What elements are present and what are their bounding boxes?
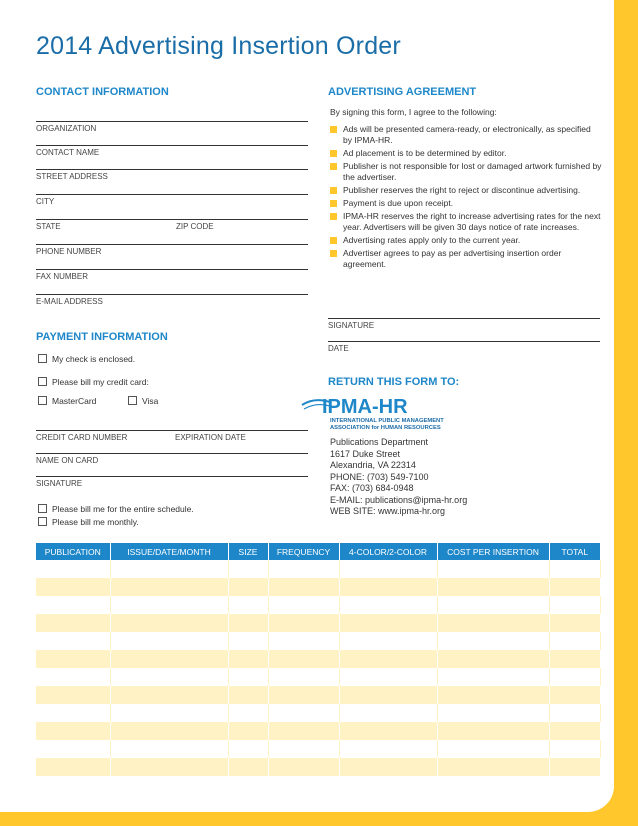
- table-cell[interactable]: [36, 668, 110, 686]
- table-cell[interactable]: [110, 614, 228, 632]
- email-address-label: E-MAIL ADDRESS: [36, 297, 103, 306]
- table-cell[interactable]: [339, 632, 437, 650]
- table-cell[interactable]: [339, 722, 437, 740]
- column-header-issue-date-month: ISSUE/DATE/MONTH: [110, 543, 228, 560]
- organization-field[interactable]: [36, 121, 308, 133]
- table-cell[interactable]: [110, 704, 228, 722]
- address-line[interactable]: E-MAIL: publications@ipma-hr.org: [330, 494, 468, 505]
- table-cell[interactable]: [36, 740, 110, 758]
- table-cell[interactable]: [228, 578, 268, 596]
- table-cell[interactable]: [36, 758, 110, 776]
- table-cell[interactable]: [110, 668, 228, 686]
- table-cell[interactable]: [339, 758, 437, 776]
- order-table-body: [36, 560, 600, 776]
- return-heading: RETURN THIS FORM TO:: [328, 376, 460, 388]
- contact-name-label: CONTACT NAME: [36, 148, 100, 157]
- table-cell[interactable]: [268, 650, 339, 668]
- logo-line-1: INTERNATIONAL PUBLIC MANAGEMENT: [330, 418, 444, 424]
- table-cell[interactable]: [268, 740, 339, 758]
- return-address: [330, 437, 467, 518]
- table-cell[interactable]: [437, 668, 549, 686]
- table-cell[interactable]: [437, 758, 549, 776]
- table-row: [36, 686, 600, 704]
- table-cell[interactable]: [228, 632, 268, 650]
- agreement-intro: By signing this form, I agree to the following:: [330, 107, 497, 117]
- phone-number-field[interactable]: [36, 244, 308, 256]
- table-cell[interactable]: [339, 596, 437, 614]
- table-cell[interactable]: [339, 560, 437, 578]
- agreement-item: Publisher is not responsible for lost or damaged artwork furnished by the advertiser.: [330, 161, 602, 183]
- table-cell[interactable]: [110, 632, 228, 650]
- table-cell[interactable]: [549, 560, 600, 578]
- agreement-item: Advertising rates apply only to the current year.: [330, 235, 602, 246]
- agreement-date-field[interactable]: [328, 341, 600, 353]
- payment-signature-field[interactable]: [36, 476, 308, 488]
- address-line: Publications Department: [330, 437, 429, 447]
- street-address-field[interactable]: [36, 169, 308, 181]
- table-cell[interactable]: [110, 560, 228, 578]
- table-cell[interactable]: [110, 578, 228, 596]
- bullet-square-icon: [330, 163, 337, 170]
- table-row: [36, 596, 600, 614]
- agreement-item: Advertiser agrees to pay as per advertising insertion order agreement.: [330, 248, 602, 270]
- table-cell[interactable]: [549, 722, 600, 740]
- table-cell[interactable]: [228, 668, 268, 686]
- table-row: [36, 650, 600, 668]
- table-cell[interactable]: [549, 650, 600, 668]
- table-cell[interactable]: [437, 596, 549, 614]
- table-cell[interactable]: [36, 650, 110, 668]
- mastercard-label: MasterCard: [52, 396, 97, 406]
- visa-label: Visa: [142, 396, 159, 406]
- bullet-square-icon: [330, 237, 337, 244]
- bill-schedule-checkbox[interactable]: [38, 504, 47, 513]
- table-cell[interactable]: [339, 650, 437, 668]
- bullet-square-icon: [330, 126, 337, 133]
- table-cell[interactable]: [339, 740, 437, 758]
- table-cell[interactable]: [228, 596, 268, 614]
- email-address-field[interactable]: [36, 294, 308, 306]
- column-header-color: 4-COLOR/2-COLOR: [339, 543, 437, 560]
- column-header-frequency: FREQUENCY: [268, 543, 339, 560]
- column-header-publication: PUBLICATION: [36, 543, 110, 560]
- table-cell[interactable]: [437, 686, 549, 704]
- street-address-label: STREET ADDRESS: [36, 172, 108, 181]
- table-cell[interactable]: [228, 650, 268, 668]
- table-cell[interactable]: [36, 596, 110, 614]
- visa-checkbox[interactable]: [128, 396, 137, 405]
- card-number-label: CREDIT CARD NUMBER: [36, 433, 128, 442]
- bullet-square-icon: [330, 213, 337, 220]
- column-header-total: TOTAL: [549, 543, 600, 560]
- table-cell[interactable]: [339, 686, 437, 704]
- table-cell[interactable]: [228, 614, 268, 632]
- name-on-card-label: NAME ON CARD: [36, 456, 99, 465]
- table-cell[interactable]: [228, 560, 268, 578]
- table-cell[interactable]: [339, 578, 437, 596]
- table-cell[interactable]: [549, 632, 600, 650]
- address-line: PHONE: (703) 549-7100: [330, 471, 429, 482]
- contact-name-field[interactable]: [36, 145, 308, 157]
- visa-option[interactable]: [128, 396, 158, 406]
- table-cell[interactable]: [549, 614, 600, 632]
- table-cell[interactable]: [339, 614, 437, 632]
- agreement-item: IPMA-HR reserves the right to increase advertising rates for the next year. Advertisers will be given 30 days notice of rate increases.: [330, 211, 602, 233]
- table-row: [36, 632, 600, 650]
- agreement-item: Ad placement is to be determined by editor.: [330, 148, 602, 159]
- bullet-square-icon: [330, 200, 337, 207]
- agreement-heading: ADVERTISING AGREEMENT: [328, 86, 477, 98]
- mastercard-option[interactable]: [38, 396, 96, 406]
- bill-credit-card-label: Please bill my credit card:: [52, 377, 149, 387]
- table-row: [36, 560, 600, 578]
- table-cell[interactable]: [437, 722, 549, 740]
- check-enclosed-label: My check is enclosed.: [52, 354, 136, 364]
- table-row: [36, 578, 600, 596]
- table-cell[interactable]: [268, 686, 339, 704]
- address-line: FAX: (703) 684-0948: [330, 483, 414, 493]
- table-row: [36, 704, 600, 722]
- column-header-cost-per-insertion: COST PER INSERTION: [437, 543, 549, 560]
- table-cell[interactable]: [110, 740, 228, 758]
- bill-credit-card-option[interactable]: [38, 377, 149, 387]
- agreement-signature-label: SIGNATURE: [328, 321, 375, 330]
- table-cell[interactable]: [110, 722, 228, 740]
- city-field[interactable]: [36, 194, 308, 206]
- table-cell[interactable]: [36, 686, 110, 704]
- table-cell[interactable]: [437, 632, 549, 650]
- agreement-date-label: DATE: [328, 344, 349, 353]
- table-cell[interactable]: [549, 596, 600, 614]
- organization-label: ORGANIZATION: [36, 124, 97, 133]
- table-cell[interactable]: [268, 722, 339, 740]
- table-cell[interactable]: [549, 668, 600, 686]
- table-row: [36, 740, 600, 758]
- bullet-square-icon: [330, 187, 337, 194]
- agreement-list: [330, 124, 602, 272]
- table-cell[interactable]: [110, 758, 228, 776]
- table-cell[interactable]: [110, 686, 228, 704]
- bill-monthly-checkbox[interactable]: [38, 517, 47, 526]
- table-cell[interactable]: [36, 704, 110, 722]
- bullet-square-icon: [330, 150, 337, 157]
- address-line: Alexandria, VA 22314: [330, 460, 416, 470]
- table-row: [36, 668, 600, 686]
- name-on-card-field[interactable]: [36, 453, 308, 465]
- table-cell[interactable]: [437, 614, 549, 632]
- city-label: CITY: [36, 197, 55, 206]
- table-cell[interactable]: [268, 596, 339, 614]
- logo-mark: IPMA-HR: [322, 396, 408, 418]
- phone-number-label: PHONE NUMBER: [36, 247, 102, 256]
- table-row: [36, 758, 600, 776]
- page-title: 2014 Advertising Insertion Order: [36, 32, 401, 60]
- agreement-signature-field[interactable]: [328, 318, 600, 330]
- bill-schedule-option[interactable]: [38, 504, 194, 514]
- check-enclosed-option[interactable]: [38, 354, 135, 364]
- table-cell[interactable]: [268, 668, 339, 686]
- table-cell[interactable]: [339, 704, 437, 722]
- state-zip-field[interactable]: [36, 219, 308, 231]
- order-table: [36, 543, 601, 776]
- bill-monthly-label: Please bill me monthly.: [52, 517, 139, 527]
- column-header-size: SIZE: [228, 543, 268, 560]
- bill-schedule-label: Please bill me for the entire schedule.: [52, 504, 194, 514]
- table-cell[interactable]: [268, 560, 339, 578]
- fax-number-label: FAX NUMBER: [36, 272, 89, 281]
- table-cell[interactable]: [228, 722, 268, 740]
- expiration-date-label: EXPIRATION DATE: [175, 433, 246, 442]
- agreement-item: Payment is due upon receipt.: [330, 198, 602, 209]
- table-cell[interactable]: [268, 704, 339, 722]
- mastercard-checkbox[interactable]: [38, 396, 47, 405]
- table-cell[interactable]: [549, 758, 600, 776]
- table-cell[interactable]: [549, 578, 600, 596]
- table-cell[interactable]: [437, 578, 549, 596]
- table-cell[interactable]: [36, 614, 110, 632]
- payment-signature-label: SIGNATURE: [36, 479, 83, 488]
- table-cell[interactable]: [228, 740, 268, 758]
- table-cell[interactable]: [268, 632, 339, 650]
- agreement-item: Ads will be presented camera-ready, or electronically, as specified by IPMA-HR.: [330, 124, 602, 146]
- table-header-row: [36, 543, 600, 560]
- address-line: 1617 Duke Street: [330, 448, 401, 459]
- table-cell[interactable]: [437, 650, 549, 668]
- bill-credit-card-checkbox[interactable]: [38, 377, 47, 386]
- fax-number-field[interactable]: [36, 269, 308, 281]
- bill-monthly-option[interactable]: [38, 517, 139, 527]
- table-row: [36, 722, 600, 740]
- table-cell[interactable]: [549, 704, 600, 722]
- contact-heading: CONTACT INFORMATION: [36, 86, 169, 98]
- agreement-item: Publisher reserves the right to reject or discontinue advertising.: [330, 185, 602, 196]
- state-label: STATE: [36, 222, 61, 231]
- table-row: [36, 614, 600, 632]
- payment-heading: PAYMENT INFORMATION: [36, 331, 168, 343]
- table-cell[interactable]: [36, 722, 110, 740]
- table-cell[interactable]: [228, 686, 268, 704]
- table-cell[interactable]: [36, 632, 110, 650]
- table-cell[interactable]: [110, 596, 228, 614]
- zip-code-label: ZIP CODE: [176, 222, 214, 231]
- check-enclosed-checkbox[interactable]: [38, 354, 47, 363]
- table-cell[interactable]: [549, 740, 600, 758]
- card-number-expiration-field[interactable]: [36, 430, 308, 442]
- logo-line-2: ASSOCIATION for HUMAN RESOURCES: [330, 425, 441, 431]
- table-cell[interactable]: [339, 668, 437, 686]
- table-cell[interactable]: [268, 758, 339, 776]
- address-line[interactable]: WEB SITE: www.ipma-hr.org: [330, 506, 446, 516]
- ipma-hr-logo: [300, 393, 470, 433]
- table-cell[interactable]: [437, 560, 549, 578]
- table-cell[interactable]: [36, 560, 110, 578]
- table-cell[interactable]: [36, 578, 110, 596]
- table-cell[interactable]: [549, 686, 600, 704]
- table-cell[interactable]: [437, 704, 549, 722]
- table-cell[interactable]: [228, 758, 268, 776]
- table-cell[interactable]: [268, 614, 339, 632]
- table-cell[interactable]: [110, 650, 228, 668]
- table-cell[interactable]: [228, 704, 268, 722]
- table-cell[interactable]: [268, 578, 339, 596]
- bullet-square-icon: [330, 250, 337, 257]
- table-cell[interactable]: [437, 740, 549, 758]
